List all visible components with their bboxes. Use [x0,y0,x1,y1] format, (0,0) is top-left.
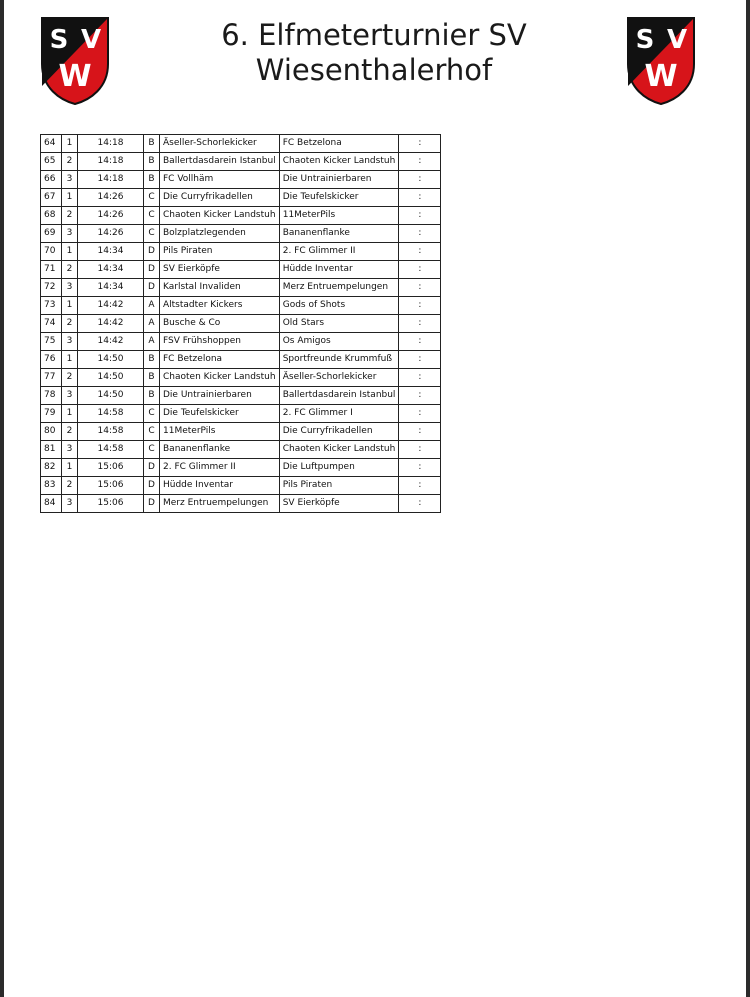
kickoff-time: 15:06 [78,477,144,495]
field-number: 2 [62,153,78,171]
match-number: 71 [41,261,62,279]
home-team: Bananenflanke [160,441,280,459]
home-team: Pils Piraten [160,243,280,261]
score-cell: : [399,261,441,279]
away-team: Sportfreunde Krummfuß [279,351,399,369]
table-row [41,459,441,477]
table-row [41,225,441,243]
match-number: 66 [41,171,62,189]
match-number: 79 [41,405,62,423]
kickoff-time: 15:06 [78,495,144,513]
away-team: Gods of Shots [279,297,399,315]
away-team: Os Amigos [279,333,399,351]
score-cell: : [399,495,441,513]
logo-letter-s: S [49,25,69,55]
table-row [41,351,441,369]
kickoff-time: 14:18 [78,135,144,153]
field-number: 2 [62,369,78,387]
kickoff-time: 14:50 [78,369,144,387]
away-team: 2. FC Glimmer II [279,243,399,261]
kickoff-time: 14:58 [78,441,144,459]
field-number: 1 [62,351,78,369]
home-team: Die Teufelskicker [160,405,280,423]
kickoff-time: 14:42 [78,333,144,351]
away-team: Chaoten Kicker Landstuh [279,153,399,171]
home-team: FSV Frühshoppen [160,333,280,351]
match-schedule-body [41,135,441,513]
table-row [41,279,441,297]
field-number: 1 [62,459,78,477]
table-row [41,369,441,387]
field-number: 3 [62,279,78,297]
logo-letter-s: S [635,25,655,55]
score-cell: : [399,225,441,243]
group-letter: D [144,459,160,477]
field-number: 2 [62,315,78,333]
match-number: 68 [41,207,62,225]
group-letter: D [144,261,160,279]
home-team: Die Curryfrikadellen [160,189,280,207]
title-line-1: 6. Elfmeterturnier SV [221,18,527,52]
score-cell: : [399,207,441,225]
match-number: 82 [41,459,62,477]
away-team: Äseller-Schorlekicker [279,369,399,387]
home-team: Hüdde Inventar [160,477,280,495]
home-team: Chaoten Kicker Landstuh [160,369,280,387]
table-row [41,495,441,513]
table-row [41,207,441,225]
home-team: SV Eierköpfe [160,261,280,279]
score-cell: : [399,189,441,207]
table-row [41,387,441,405]
kickoff-time: 14:42 [78,297,144,315]
group-letter: A [144,297,160,315]
home-team: 11MeterPils [160,423,280,441]
field-number: 1 [62,135,78,153]
match-number: 75 [41,333,62,351]
match-number: 80 [41,423,62,441]
group-letter: B [144,171,160,189]
kickoff-time: 14:26 [78,225,144,243]
field-number: 3 [62,495,78,513]
table-row [41,405,441,423]
away-team: Die Luftpumpen [279,459,399,477]
table-row [41,189,441,207]
field-number: 2 [62,207,78,225]
group-letter: C [144,189,160,207]
score-cell: : [399,477,441,495]
field-number: 2 [62,477,78,495]
home-team: 2. FC Glimmer II [160,459,280,477]
group-letter: D [144,477,160,495]
score-cell: : [399,405,441,423]
home-team: Bolzplatzlegenden [160,225,280,243]
score-cell: : [399,135,441,153]
group-letter: B [144,369,160,387]
score-cell: : [399,243,441,261]
score-cell: : [399,297,441,315]
document-page [4,0,746,997]
away-team: 2. FC Glimmer I [279,405,399,423]
match-number: 70 [41,243,62,261]
table-row [41,243,441,261]
match-number: 73 [41,297,62,315]
kickoff-time: 15:06 [78,459,144,477]
match-number: 74 [41,315,62,333]
score-cell: : [399,369,441,387]
home-team: Busche & Co [160,315,280,333]
field-number: 2 [62,261,78,279]
logo-letter-v: V [666,25,688,55]
match-number: 77 [41,369,62,387]
field-number: 1 [62,297,78,315]
group-letter: C [144,225,160,243]
kickoff-time: 14:58 [78,423,144,441]
kickoff-time: 14:34 [78,243,144,261]
score-cell: : [399,333,441,351]
kickoff-time: 14:50 [78,387,144,405]
score-cell: : [399,423,441,441]
field-number: 3 [62,441,78,459]
field-number: 3 [62,225,78,243]
group-letter: A [144,333,160,351]
kickoff-time: 14:26 [78,207,144,225]
group-letter: C [144,405,160,423]
svw-club-logo-left [40,16,110,106]
match-number: 67 [41,189,62,207]
home-team: Die Untrainierbaren [160,387,280,405]
logo-letter-w: W [58,59,92,94]
home-team: FC Betzelona [160,351,280,369]
score-cell: : [399,351,441,369]
match-number: 69 [41,225,62,243]
group-letter: C [144,441,160,459]
score-cell: : [399,153,441,171]
score-cell: : [399,459,441,477]
away-team: SV Eierköpfe [279,495,399,513]
away-team: Merz Entruempelungen [279,279,399,297]
away-team: Die Untrainierbaren [279,171,399,189]
logo-letter-w: W [644,59,678,94]
group-letter: B [144,135,160,153]
kickoff-time: 14:18 [78,153,144,171]
score-cell: : [399,441,441,459]
kickoff-time: 14:34 [78,279,144,297]
table-row [41,297,441,315]
away-team: Hüdde Inventar [279,261,399,279]
kickoff-time: 14:50 [78,351,144,369]
title-line-2: Wiesenthalerhof [255,53,493,87]
field-number: 3 [62,333,78,351]
away-team: Die Curryfrikadellen [279,423,399,441]
match-number: 81 [41,441,62,459]
group-letter: A [144,315,160,333]
kickoff-time: 14:42 [78,315,144,333]
group-letter: D [144,243,160,261]
kickoff-time: 14:58 [78,405,144,423]
table-row [41,261,441,279]
match-number: 76 [41,351,62,369]
field-number: 3 [62,387,78,405]
table-row [41,153,441,171]
field-number: 2 [62,423,78,441]
table-row [41,135,441,153]
home-team: FC Vollhäm [160,171,280,189]
table-row [41,423,441,441]
table-row [41,333,441,351]
away-team: Old Stars [279,315,399,333]
match-number: 78 [41,387,62,405]
score-cell: : [399,315,441,333]
logo-letter-v: V [80,25,102,55]
home-team: Ballertdasdarein Istanbul [160,153,280,171]
home-team: Chaoten Kicker Landstuh [160,207,280,225]
kickoff-time: 14:26 [78,189,144,207]
group-letter: B [144,387,160,405]
match-number: 72 [41,279,62,297]
score-cell: : [399,387,441,405]
field-number: 3 [62,171,78,189]
match-number: 64 [41,135,62,153]
home-team: Äseller-Schorlekicker [160,135,280,153]
match-number: 65 [41,153,62,171]
away-team: 11MeterPils [279,207,399,225]
home-team: Merz Entruempelungen [160,495,280,513]
field-number: 1 [62,243,78,261]
match-number: 83 [41,477,62,495]
away-team: Chaoten Kicker Landstuh [279,441,399,459]
match-number: 84 [41,495,62,513]
group-letter: D [144,279,160,297]
group-letter: D [144,495,160,513]
away-team: Pils Piraten [279,477,399,495]
group-letter: C [144,423,160,441]
table-row [41,315,441,333]
away-team: Ballertdasdarein Istanbul [279,387,399,405]
kickoff-time: 14:34 [78,261,144,279]
home-team: Altstadter Kickers [160,297,280,315]
table-row [41,171,441,189]
group-letter: B [144,153,160,171]
match-schedule-table [40,134,441,513]
away-team: Bananenflanke [279,225,399,243]
score-cell: : [399,171,441,189]
table-row [41,477,441,495]
away-team: Die Teufelskicker [279,189,399,207]
home-team: Karlstal Invaliden [160,279,280,297]
field-number: 1 [62,189,78,207]
svw-club-logo-right [626,16,696,106]
table-row [41,441,441,459]
score-cell: : [399,279,441,297]
group-letter: C [144,207,160,225]
field-number: 1 [62,405,78,423]
kickoff-time: 14:18 [78,171,144,189]
away-team: FC Betzelona [279,135,399,153]
group-letter: B [144,351,160,369]
page-title [174,18,574,88]
